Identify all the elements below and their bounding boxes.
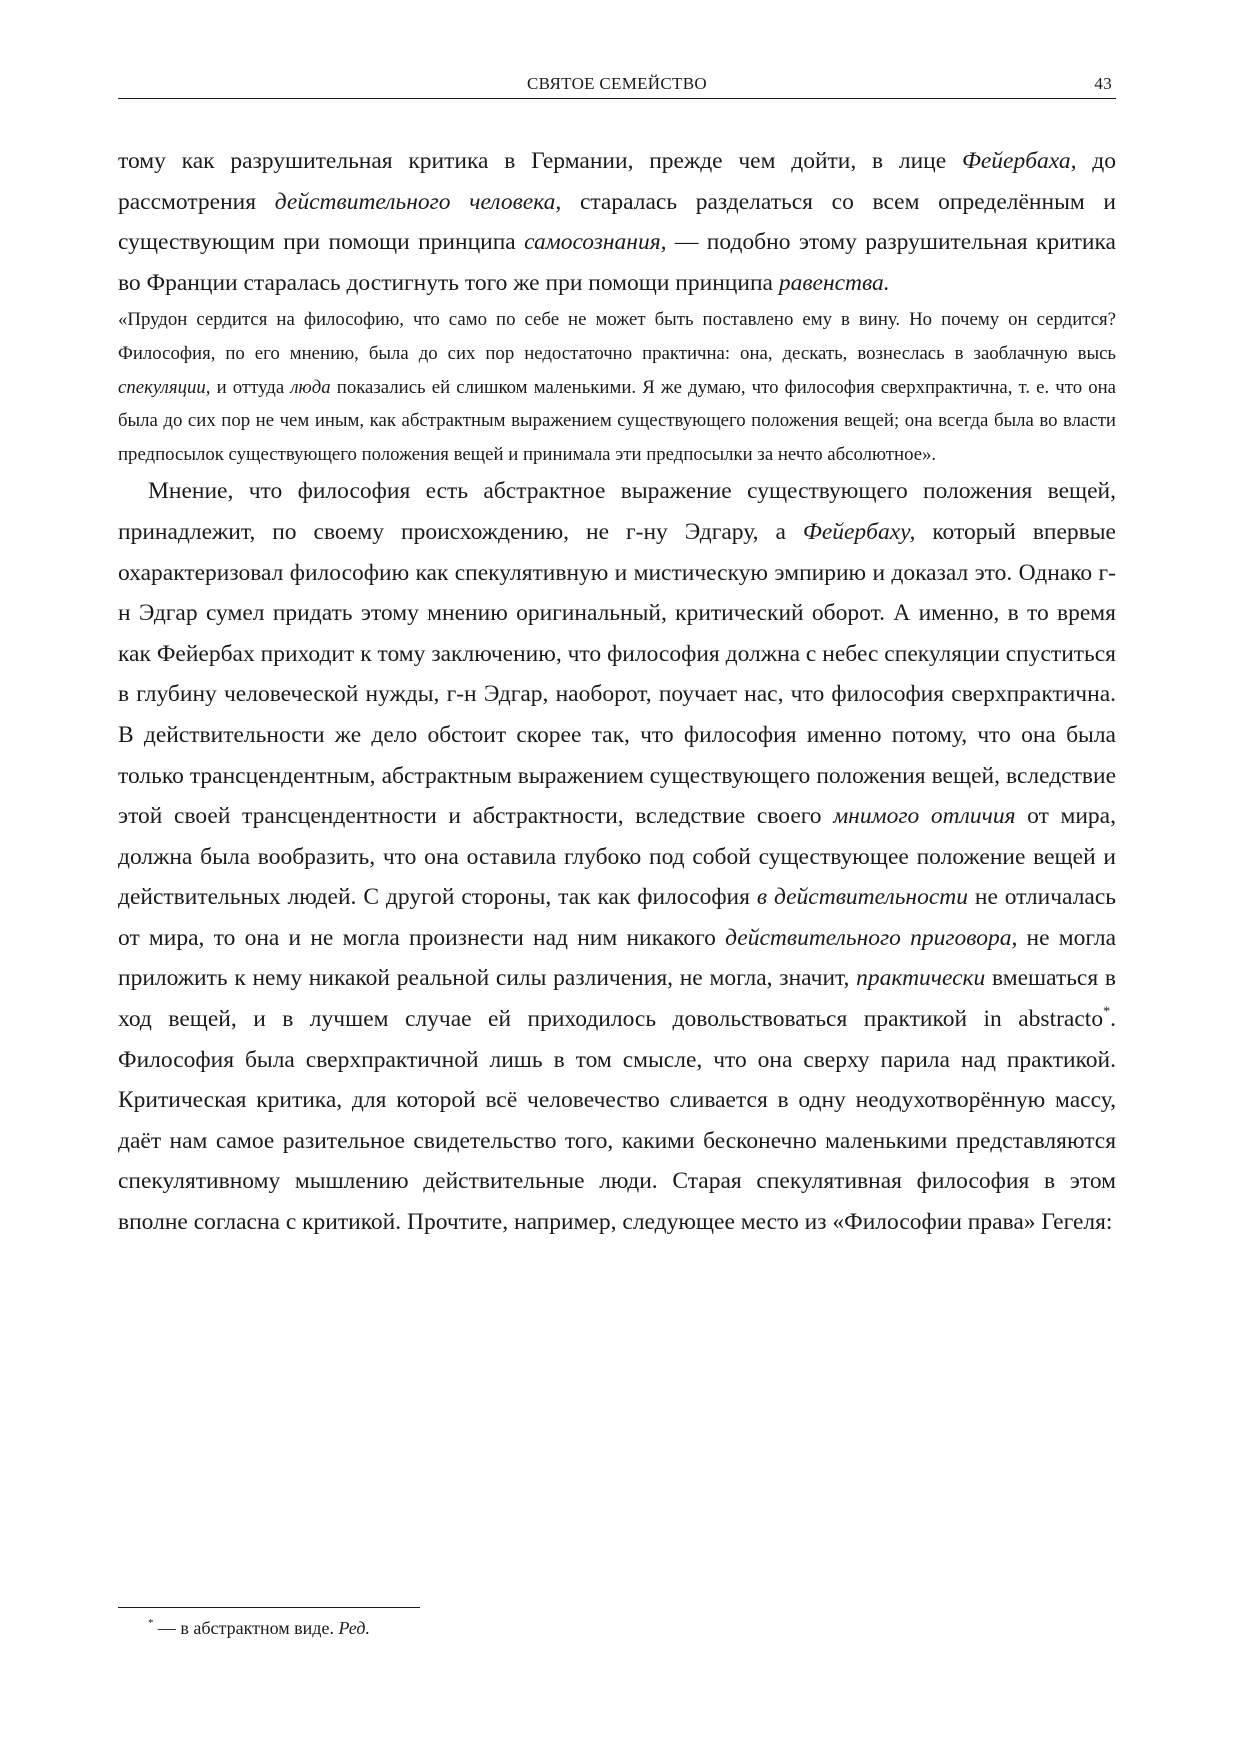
italic-run: Фейербаха,: [961, 148, 1077, 174]
italic-run: Фейербаху,: [802, 518, 916, 545]
text-run: вмешаться в ход вещей, и в лучшем случае ей приходилось довольствоваться практикой in abstracto: [118, 965, 1116, 1033]
text-run: и оттуда: [210, 376, 291, 398]
footnote-editor-note: Ред.: [338, 1618, 370, 1638]
italic-run: мнимого отличия: [833, 803, 1016, 830]
italic-run: в действительности: [756, 884, 968, 911]
footnote-separator: [118, 1607, 420, 1608]
text-run: показались ей слишком маленькими. Я же думаю, что философия сверхпрактична, т. е. что она была до сих пор не чем иным, как абстрактным выражением существующего положения вещей; она всегда была во власти предпосылок существующего положения вещей и принимала эти предпосылки за нечто абсолютное».: [118, 376, 1117, 465]
text-run: от мира, должна была вообразить, что она оставила глубоко под собой существующее положение вещей и действительных людей. С другой стороны, так как философия: [118, 803, 1116, 911]
footnote-text: — в абстрактном виде.: [153, 1618, 339, 1638]
text-run: Мнение, что философия есть абстрактное выражение существующего положения вещей, принадлежит, по своему происхождению, не г-ну Эдгару, а: [118, 478, 1116, 545]
italic-run: действительного человека,: [274, 188, 562, 215]
text-run: тому как разрушительная критика в Германии, прежде чем дойти, в лице: [118, 148, 962, 174]
italic-run: действительного приговора,: [725, 924, 1018, 951]
footnote-marker: *: [148, 1616, 154, 1629]
paragraph-1: [118, 141, 1116, 303]
text-run: не отличалась от мира, то она и не могла произнести над ним никакого: [118, 884, 1116, 951]
running-head: [118, 72, 1116, 99]
italic-run: равенства.: [778, 269, 890, 296]
text-run: старалась разделаться со всем определённым и существующим при помощи принципа: [118, 188, 1116, 256]
text-run: не могла приложить к нему никакой реальной силы различения, не могла, значит,: [118, 924, 1116, 992]
text-run: — подобно этому разрушительная критика во Франции старалась достигнуть того же при помощи принципа: [118, 229, 1116, 296]
body-text: [118, 141, 1116, 1243]
footnote-reference[interactable]: *: [1103, 1003, 1111, 1020]
text-run: «Прудон сердится на философию, что само по себе не может быть поставлено ему в вину. Но почему он сердится? Философия, по его мнению, была до сих пор недостаточно практична: она, дескать, вознеслась в заоблачную высь: [118, 309, 1116, 364]
block-quote: [118, 303, 1116, 471]
italic-run: самосознания,: [524, 229, 667, 256]
running-head-title: СВЯТОЕ СЕМЕЙСТВО: [527, 74, 707, 93]
text-run: до рассмотрения: [118, 148, 1117, 215]
italic-run: люда: [290, 376, 331, 398]
text-run: который впервые охарактеризовал философию как спекулятивную и мистическую эмпирию и доказал это. Однако г-н Эдгар сумел придать этому мнению оригинальный, критический оборот. А именно, в то время как Фейербах приходит к тому заключению, что философия должна с небес спекуляции спуститься в глубину человеческой нужды, г-н Эдгар, наоборот, поучает нас, что философия сверхпрактична. В действительности же дело обстоит скорее так, что философия именно потому, что она была только трансцендентным, абстрактным выражением существующего положения вещей, вследствие этой своей трансцендентности и абстрактности, вследствие своего: [118, 518, 1116, 830]
footnote: [148, 1615, 370, 1641]
italic-run: спекуляции,: [118, 376, 211, 398]
italic-run: практически: [856, 965, 986, 992]
paragraph-2: [118, 471, 1116, 1242]
text-run: . Философия была сверхпрактичной лишь в том смысле, что она сверху парила над практикой. Критическая критика, для которой всё человечество сливается в одну неодухотворённую массу, даёт нам самое разительное свидетельство того, какими бесконечно маленькими представляются спекулятивному мышлению действительные люди. Старая спекулятивная философия в этом вполне согласна с критикой. Прочтите, например, следующее место из «Философии права» Гегеля:: [118, 1006, 1116, 1236]
page-number: 43: [1094, 74, 1112, 93]
